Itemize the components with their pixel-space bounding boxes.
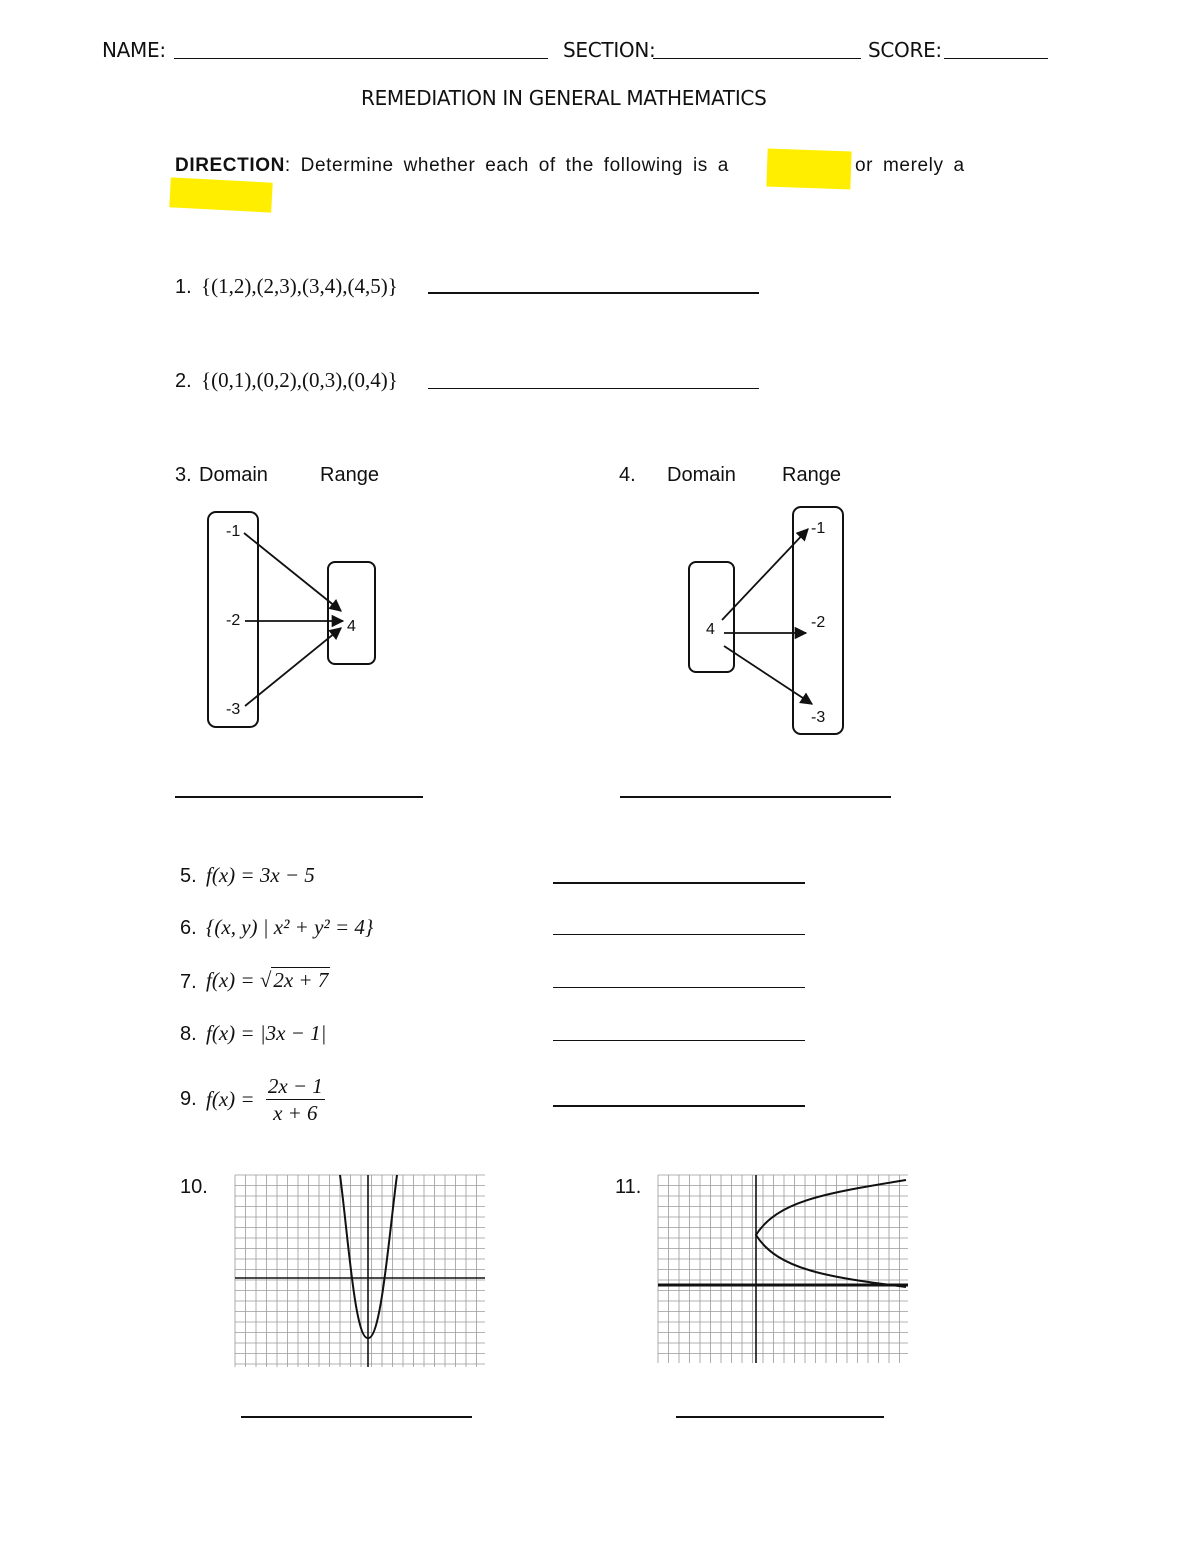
- q2-number: 2.: [175, 370, 192, 392]
- q5-expression: f(x) = 3x − 5: [206, 863, 315, 887]
- q8-expression: f(x) = |3x − 1|: [206, 1021, 327, 1045]
- q2-expression: {(0,1),(0,2),(0,3),(0,4)}: [201, 368, 398, 392]
- q4-arrow: [724, 646, 812, 704]
- sqrt-symbol: √: [259, 968, 272, 992]
- q4-domain-label: Domain: [667, 464, 736, 486]
- q7-expression: [206, 968, 330, 993]
- q7-answer-line[interactable]: [553, 987, 805, 988]
- q8-number: 8.: [180, 1023, 197, 1045]
- q9-denominator: x + 6: [273, 1101, 318, 1125]
- q5-number: 5.: [180, 865, 197, 887]
- direction-text: : Determine whether each of the following is a: [284, 155, 729, 176]
- q6-number: 6.: [180, 917, 197, 939]
- q1-number: 1.: [175, 276, 192, 298]
- q9-number: 9.: [180, 1088, 197, 1110]
- q3-domain-value: -1: [226, 523, 241, 540]
- q3-domain-label: Domain: [199, 464, 268, 486]
- q4-domain-box: [689, 562, 734, 672]
- q3-range-box: [328, 562, 375, 664]
- q6-expression: {(x, y) | x² + y² = 4}: [206, 915, 374, 939]
- q7-lhs: f(x) =: [206, 968, 255, 992]
- q1-expression: {(1,2),(2,3),(3,4),(4,5)}: [201, 274, 398, 298]
- q10-graph: [235, 1175, 485, 1367]
- q3-arrow: [245, 628, 341, 706]
- score-label: SCORE:: [868, 38, 942, 62]
- q7-radicand: 2x + 7: [273, 968, 329, 992]
- q8-answer-line[interactable]: [553, 1040, 805, 1041]
- q4-range-value: -2: [811, 614, 826, 631]
- direction-label: DIRECTION: [175, 155, 285, 176]
- q4-range-value: -3: [811, 709, 826, 726]
- q10-answer-line[interactable]: [241, 1416, 472, 1418]
- q4-range-label: Range: [782, 464, 841, 486]
- q9-fraction: [266, 1073, 325, 1126]
- q9-expression: [206, 1073, 325, 1126]
- q3-range-label: Range: [320, 464, 379, 486]
- q9-numerator: 2x − 1: [267, 1074, 323, 1098]
- q3-range-value: 4: [347, 618, 356, 635]
- q4-number: 4.: [619, 464, 636, 486]
- name-label: NAME:: [102, 38, 166, 62]
- q9-answer-line[interactable]: [553, 1105, 805, 1107]
- q5-answer-line[interactable]: [553, 882, 805, 884]
- q7-number: 7.: [180, 971, 197, 993]
- q4-range-value: -1: [811, 520, 826, 537]
- section-label: SECTION:: [563, 38, 656, 62]
- q3-domain-value: -2: [226, 612, 241, 629]
- q6-answer-line[interactable]: [553, 934, 805, 935]
- q3-answer-line[interactable]: [175, 796, 423, 798]
- page-title: REMEDIATION IN GENERAL MATHEMATICS: [361, 86, 767, 110]
- q11-number: 11.: [615, 1176, 642, 1198]
- q9-lhs: f(x) =: [206, 1087, 255, 1111]
- q4-domain-value: 4: [706, 621, 715, 638]
- q11-answer-line[interactable]: [676, 1416, 884, 1418]
- q3-domain-value: -3: [226, 701, 241, 718]
- q11-graph: [658, 1175, 908, 1363]
- q10-number: 10.: [180, 1176, 208, 1198]
- direction-text-after: or merely a: [855, 155, 965, 176]
- q4-answer-line[interactable]: [620, 796, 891, 798]
- q3-number: 3.: [175, 464, 192, 486]
